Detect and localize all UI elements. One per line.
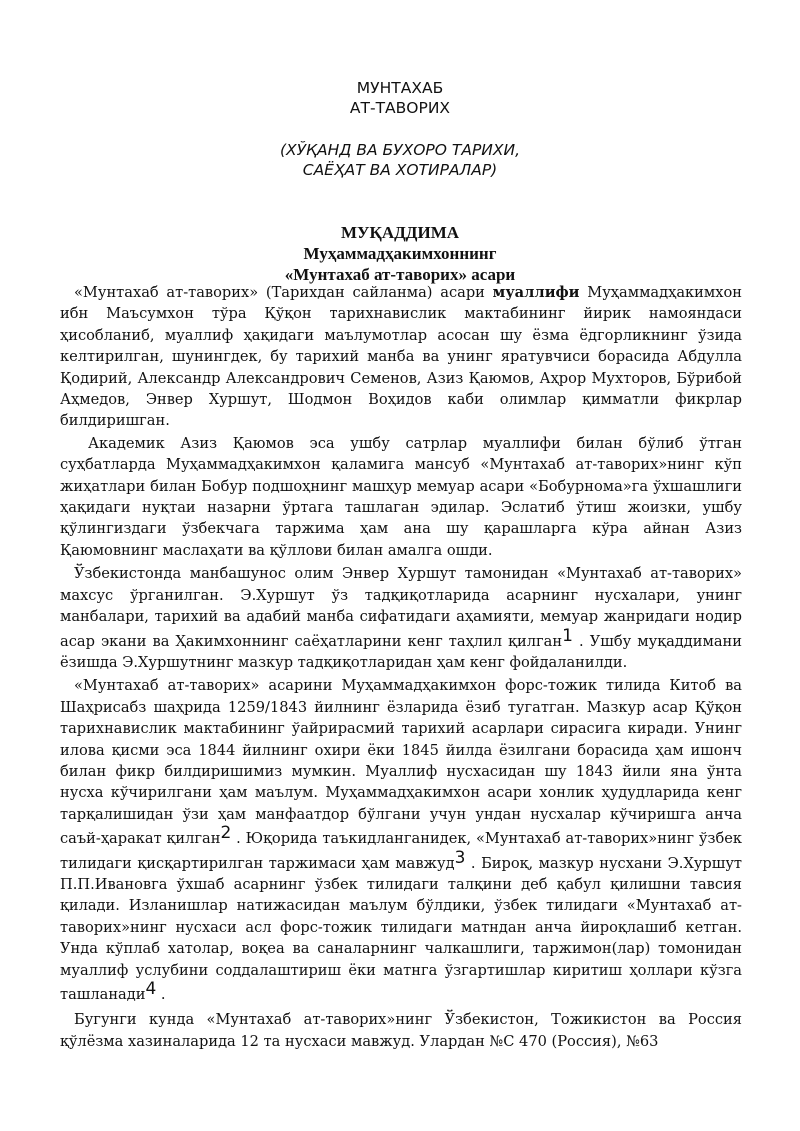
paragraph-3-text-b: . Ушбу муқаддимани ёзишда Э.Хуршутнинг мазкур тадқиқотларидан ҳам кенг фойдаланилди. <box>60 632 742 671</box>
body-text <box>60 282 742 1052</box>
footnote-marker-3[interactable]: 3 <box>454 847 466 868</box>
footnote-marker-4[interactable]: 4 <box>145 979 157 999</box>
book-subtitle-line-2: САЁҲАТ ВА ХОТИРАЛАР) <box>302 161 498 179</box>
paragraph-3 <box>60 563 742 673</box>
paragraph-1 <box>60 282 742 432</box>
paragraph-4-text-d: . <box>156 986 166 1003</box>
paragraph-5: Бугунги кунда «Мунтахаб ат-таворих»нинг Ўзбекистон, Тожикистон ва Россия қўлёзма хазиналарида 12 та нусхаси мавжуд. Улардан №С 470 (Россия), №63 <box>60 1011 742 1050</box>
paragraph-4-text-a: «Мунтахаб ат-таворих» асарини Муҳаммадҳакимхон форс-тожик тилида Китоб ва Шаҳрисабз шаҳрида 1259/1843 йилнинг ёзларида ёзиб тугатган. Мазкур асар Қўқон тарихнавислик мактабининг ўайрирасмий тарихий асарлари сирасига киради. Унинг илова қисми эса 1844 йилнинг охири ёки 1845 йилда ёзилгани борасида ҳам ишонч билан фикр билдиришимиз мумкин. Муаллиф нусхасидан шу 1843 йили яна ўнта нусха кўчирилгани ҳам маълум. Муҳаммадҳакимхон асари хонлик ҳудудларида кенг тарқалишидан ўзи ҳам манфаатдор бўлгани учун ундан нусхалар кўчиришга анча саъй-ҳаракат қилган <box>60 677 742 848</box>
paragraph-4 <box>60 675 742 1005</box>
paragraph-2: Академик Азиз Қаюмов эса ушбу сатрлар муаллифи билан бўлиб ўтган суҳбатларда Муҳаммадҳакимхон қаламига мансуб «Мунтахаб ат-таворих»нинг кўп жиҳатлари билан Бобур подшоҳнинг машҳур мемуар асари «Бобурнома»га ўхшашлиги ҳақидаги нуқтаи назарни ўртага ташлаган эдилар. Эслатиб ўтиш жоизки, ушбу қўлингиздаги ўзбекчага таржима ҳам ана шу қарашларга кўра айнан Азиз Қаюмовнинг маслаҳати ва қўллови билан амалга ошди. <box>60 434 742 559</box>
paragraph-1-text-a: «Мунтахаб ат-таворих» (Тарихдан сайланма) асари <box>74 284 493 301</box>
section-subheading-2: «Мунтахаб ат-таворих» асари <box>284 265 516 284</box>
paragraph-1-text-b: Муҳаммадҳакимхон ибн Маъсумхон тўра Қўқон тарихнавислик мактабининг йирик намояндаси ҳисобланиб, муаллиф ҳақидаги маълумотлар асосан шу ёзма ёдгорликнинг ўзида келтирилган, шунингдек, бу тарихий манба ва унинг яратувчиси борасида Абдулла Қодирий, Александр Александрович Семенов, Азиз Қаюмов, Аҳрор Мухторов, Бўрибой Аҳмедов, Энвер Хуршут, Шодмон Воҳидов каби олимлар қимматли фикрлар билдиришган. <box>60 284 742 430</box>
section-heading: МУҚАДДИМА <box>340 223 460 242</box>
paragraph-1-bold-word: муаллифи <box>492 284 580 301</box>
footnote-marker-2[interactable]: 2 <box>220 823 232 844</box>
paragraph-3-text-a: Ўзбекистонда манбашунос олим Энвер Хуршут тамонидан «Мунтахаб ат-таворих» махсус ўрганилган. Э.Хуршут ўз тадқиқотларида асарнинг нусхалари, унинг манбалари, тарихий ва адабий манба сифатидаги аҳамияти, мемуар жанридаги нодир асар экани ва Ҳакимхоннинг саёҳатларини кенг таҳлил қилган <box>60 565 742 650</box>
section-subheading-1: Муҳаммадҳакимхоннинг <box>303 244 497 263</box>
book-title-line-1: МУНТАХАБ <box>356 79 444 97</box>
footnote-marker-1[interactable]: 1 <box>562 625 573 646</box>
paragraph-4-text-c: . Бироқ, мазкур нусхани Э.Хуршут П.П.Ивановга ўхшаб асарнинг ўзбек тилидаги талқини деб қабул қилишни тавсия қилади. Изланишлар натижасидан маълум бўлдики, ўзбек тилидаги «Мунтахаб ат-таворих»нинг нусхаси асл форс-тожик тилидаги матндан анча йироқлашиб кетган. Унда кўплаб хатолар, воқеа ва саналарнинг чалкашлиги, таржимон(лар) томонидан муаллиф услубини соддалаштириш ёки матнга ўзгартишлар киритиш ҳоллари кўзга ташланади <box>60 854 742 1003</box>
paragraph-4-text-b: . Юқорида таъкидланганидек, «Мунтахаб ат-таворих»нинг ўзбек тилидаги қисқартирилган таржимаси ҳам мавжуд <box>60 830 742 872</box>
book-title-line-2: АТ-ТАВОРИХ <box>349 99 451 117</box>
book-subtitle-line-1: (ХЎҚАНД ВА БУХОРО ТАРИХИ, <box>279 141 521 159</box>
